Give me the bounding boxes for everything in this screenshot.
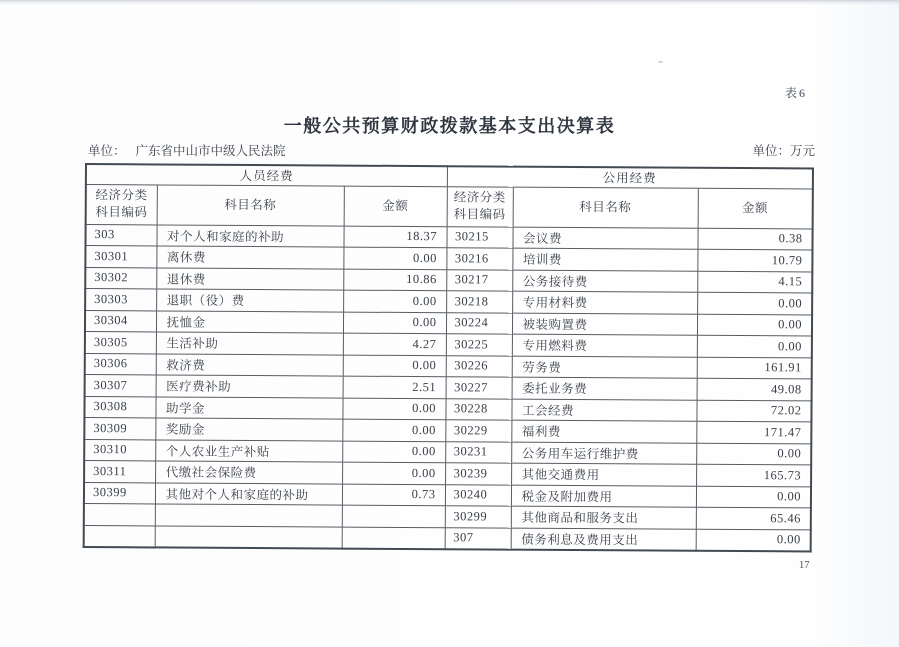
right-name-cell: 工会经费 — [511, 399, 696, 422]
unit-label: 单位： — [88, 144, 126, 158]
left-code-cell: 30308 — [84, 396, 155, 418]
page-title: 一般公共预算财政拨款基本支出决算表 — [283, 116, 616, 136]
left-amount-cell: 0.00 — [342, 419, 445, 441]
right-amount-cell: 65.46 — [696, 507, 811, 529]
left-amount-cell: 0.00 — [343, 290, 446, 312]
left-code-cell: 30301 — [85, 246, 156, 268]
left-name-cell: 个人农业生产补贴 — [155, 439, 342, 462]
left-code-cell: 30310 — [84, 439, 155, 461]
left-code-cell: 30309 — [84, 418, 155, 440]
right-name-cell: 劳务费 — [512, 356, 697, 379]
col-header-left-code — [86, 184, 157, 224]
left-amount-cell: 0.00 — [342, 441, 445, 463]
left-amount-cell: 0.73 — [342, 484, 445, 506]
page-number: 17 — [799, 560, 810, 571]
col-header-left-code-line2: 科目编码 — [95, 205, 148, 220]
right-name-cell: 培训费 — [512, 248, 697, 271]
table-body — [84, 224, 813, 551]
left-name-cell: 代缴社会保险费 — [155, 461, 342, 484]
left-code-cell: 303 — [85, 224, 156, 246]
unit-row — [88, 141, 815, 159]
right-amount-cell: 0.00 — [697, 292, 812, 314]
right-amount-cell: 165.73 — [696, 464, 811, 486]
right-code-cell: 30240 — [445, 484, 511, 506]
group-header-public: 公用经费 — [447, 166, 813, 188]
right-code-cell: 30226 — [446, 355, 512, 377]
col-header-left-name: 科目名称 — [157, 184, 344, 225]
right-code-cell: 30218 — [446, 291, 512, 313]
right-amount-cell: 171.47 — [696, 421, 811, 443]
left-amount-cell: 0.00 — [343, 247, 446, 269]
left-amount-cell: 2.51 — [343, 376, 446, 398]
left-amount-cell: 4.27 — [343, 333, 446, 355]
right-name-cell: 债务利息及费用支出 — [511, 528, 696, 551]
unit-measure-label: 单位：万元 — [752, 144, 815, 158]
right-name-cell: 公务接待费 — [512, 270, 697, 293]
column-header-row — [86, 184, 813, 228]
right-code-cell: 30299 — [445, 506, 511, 528]
table-row — [84, 525, 811, 551]
left-amount-cell: 18.37 — [343, 226, 446, 248]
col-header-right-code-line2: 科目编码 — [453, 207, 506, 222]
right-code-cell: 30215 — [447, 226, 513, 248]
right-amount-cell: 0.00 — [696, 529, 811, 551]
right-code-cell: 30216 — [446, 248, 512, 270]
right-amount-cell: 0.00 — [696, 443, 811, 465]
right-code-cell: 30231 — [445, 441, 511, 463]
left-code-cell: 30311 — [84, 461, 155, 483]
unit-left — [88, 141, 286, 159]
right-code-cell: 30224 — [446, 312, 512, 334]
right-name-cell: 税金及附加费用 — [511, 485, 696, 508]
left-amount-cell: 0.00 — [342, 398, 445, 420]
right-name-cell: 专用材料费 — [512, 291, 697, 314]
left-amount-cell: 0.00 — [342, 462, 445, 484]
left-amount-cell: 0.00 — [343, 312, 446, 334]
right-amount-cell: 0.00 — [697, 314, 812, 336]
unit-name: 广东省中山市中级人民法院 — [135, 144, 286, 158]
right-amount-cell: 4.15 — [697, 271, 812, 293]
right-code-cell: 30239 — [445, 463, 511, 485]
left-name-cell: 奖励金 — [155, 418, 342, 441]
right-amount-cell: 72.02 — [696, 400, 811, 422]
left-code-cell: 30302 — [85, 267, 156, 289]
scan-speck — [658, 61, 663, 63]
col-header-right-name: 科目名称 — [513, 187, 698, 228]
left-code-cell — [84, 503, 155, 525]
right-code-cell: 30227 — [446, 377, 512, 399]
right-code-cell: 307 — [445, 527, 511, 549]
table-number-label: 表6 — [784, 86, 807, 100]
right-amount-cell: 161.91 — [697, 357, 812, 379]
left-name-cell: 对个人和家庭的补助 — [156, 224, 343, 247]
right-name-cell: 被装购置费 — [512, 313, 697, 336]
left-code-cell: 30307 — [85, 375, 156, 397]
right-name-cell: 其他商品和服务支出 — [511, 506, 696, 529]
right-amount-cell: 0.38 — [698, 228, 813, 250]
left-amount-cell: 10.86 — [343, 269, 446, 291]
left-amount-cell: 0.00 — [343, 355, 446, 377]
right-name-cell: 福利费 — [511, 420, 696, 443]
col-header-right-amount: 金额 — [698, 188, 813, 229]
left-name-cell: 离休费 — [156, 246, 343, 269]
right-code-cell: 30229 — [445, 420, 511, 442]
right-amount-cell: 0.00 — [697, 335, 812, 357]
left-name-cell — [155, 504, 342, 527]
left-amount-cell — [342, 505, 445, 527]
col-header-left-code-line1: 经济分类 — [95, 188, 148, 203]
left-code-cell: 30305 — [85, 332, 156, 354]
left-name-cell: 助学金 — [155, 396, 342, 419]
left-name-cell: 医疗费补助 — [156, 375, 343, 398]
left-code-cell — [84, 525, 155, 547]
left-name-cell: 救济费 — [156, 353, 343, 376]
left-name-cell — [155, 525, 342, 548]
left-code-cell: 30399 — [84, 482, 155, 504]
right-code-cell: 30225 — [446, 334, 512, 356]
left-name-cell: 退休费 — [156, 267, 343, 290]
right-name-cell: 公务用车运行维护费 — [511, 442, 696, 465]
group-header-personnel: 人员经费 — [86, 164, 447, 186]
left-code-cell: 30306 — [85, 353, 156, 375]
left-name-cell: 退职（役）费 — [156, 289, 343, 312]
right-amount-cell: 10.79 — [697, 249, 812, 271]
left-code-cell: 30303 — [85, 289, 156, 311]
right-name-cell: 委托业务费 — [512, 377, 697, 400]
expenditure-table-wrap — [83, 163, 814, 552]
col-header-right-code-line1: 经济分类 — [453, 190, 506, 205]
col-header-right-code — [447, 186, 513, 226]
right-name-cell: 会议费 — [513, 227, 698, 250]
left-name-cell: 抚恤金 — [156, 310, 343, 333]
expenditure-table — [83, 163, 814, 552]
left-name-cell: 其他对个人和家庭的补助 — [155, 482, 342, 505]
left-code-cell: 30304 — [85, 310, 156, 332]
right-name-cell: 专用燃料费 — [512, 334, 697, 357]
col-header-left-amount: 金额 — [344, 186, 447, 227]
left-amount-cell — [342, 527, 445, 549]
right-code-cell: 30217 — [446, 269, 512, 291]
right-amount-cell: 49.08 — [697, 378, 812, 400]
left-name-cell: 生活补助 — [156, 332, 343, 355]
right-name-cell: 其他交通费用 — [511, 463, 696, 486]
right-code-cell: 30228 — [445, 398, 511, 420]
right-amount-cell: 0.00 — [696, 486, 811, 508]
